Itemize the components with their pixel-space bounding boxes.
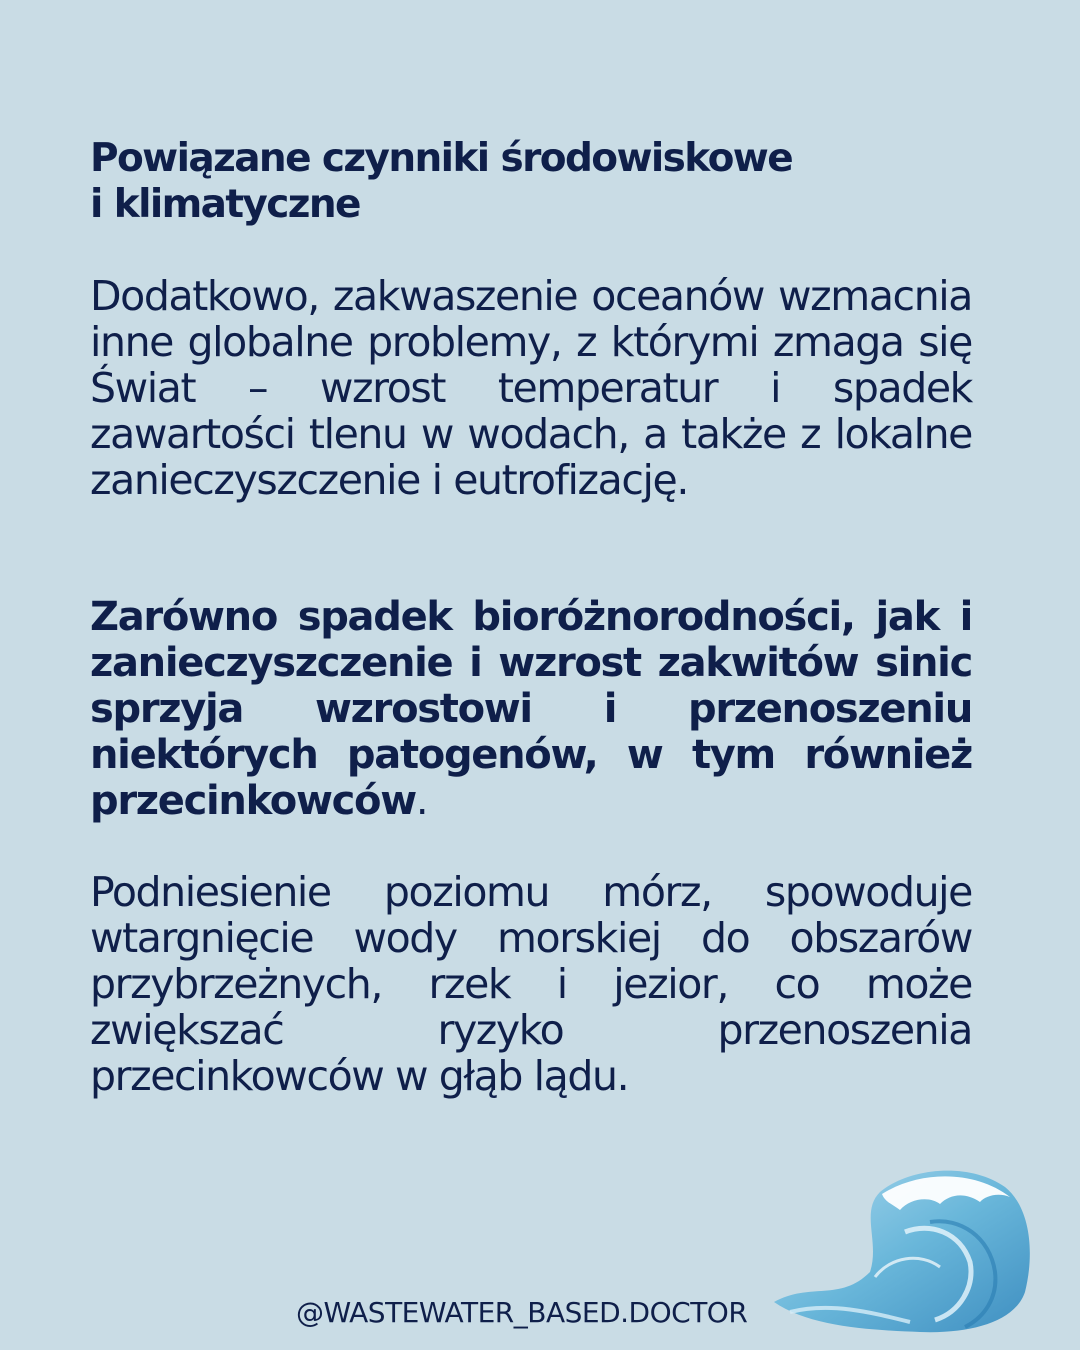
- account-handle: @WASTEWATER_BASED.DOCTOR: [296, 1296, 748, 1329]
- wave-icon: [770, 1162, 1040, 1340]
- page-title: [90, 136, 990, 228]
- paragraph-biodiversity: [90, 594, 972, 824]
- paragraph-ocean-acidification: Dodatkowo, zakwaszenie oceanów wzmacnia inne globalne problemy, z którymi zmaga się Świat – wzrost temperatur i spadek zawartości tlenu w wodach, a także z lokalne zanieczyszczenie i eutrofizację.: [90, 272, 972, 504]
- paragraph-sea-level: Podniesienie poziomu mórz, spowoduje wtargnięcie wody morskiej do obszarów przybrzeżnych, rzek i jezior, co może zwiększać ryzyko przenoszenia przecinkowców w głąb lądu.: [90, 868, 972, 1100]
- paragraph-biodiversity-period: .: [415, 778, 428, 824]
- page-title-line-2: i klimatyczne: [90, 182, 360, 227]
- paragraph-biodiversity-text: Zarówno spadek bioróżnorodności, jak i zanieczyszczenie i wzrost zakwitów sinic sprzyja wzrostowi i przenoszeniu niektórych patogenów, w tym również przecinkowców: [90, 594, 972, 824]
- page-title-line-1: Powiązane czynniki środowiskowe: [90, 136, 793, 181]
